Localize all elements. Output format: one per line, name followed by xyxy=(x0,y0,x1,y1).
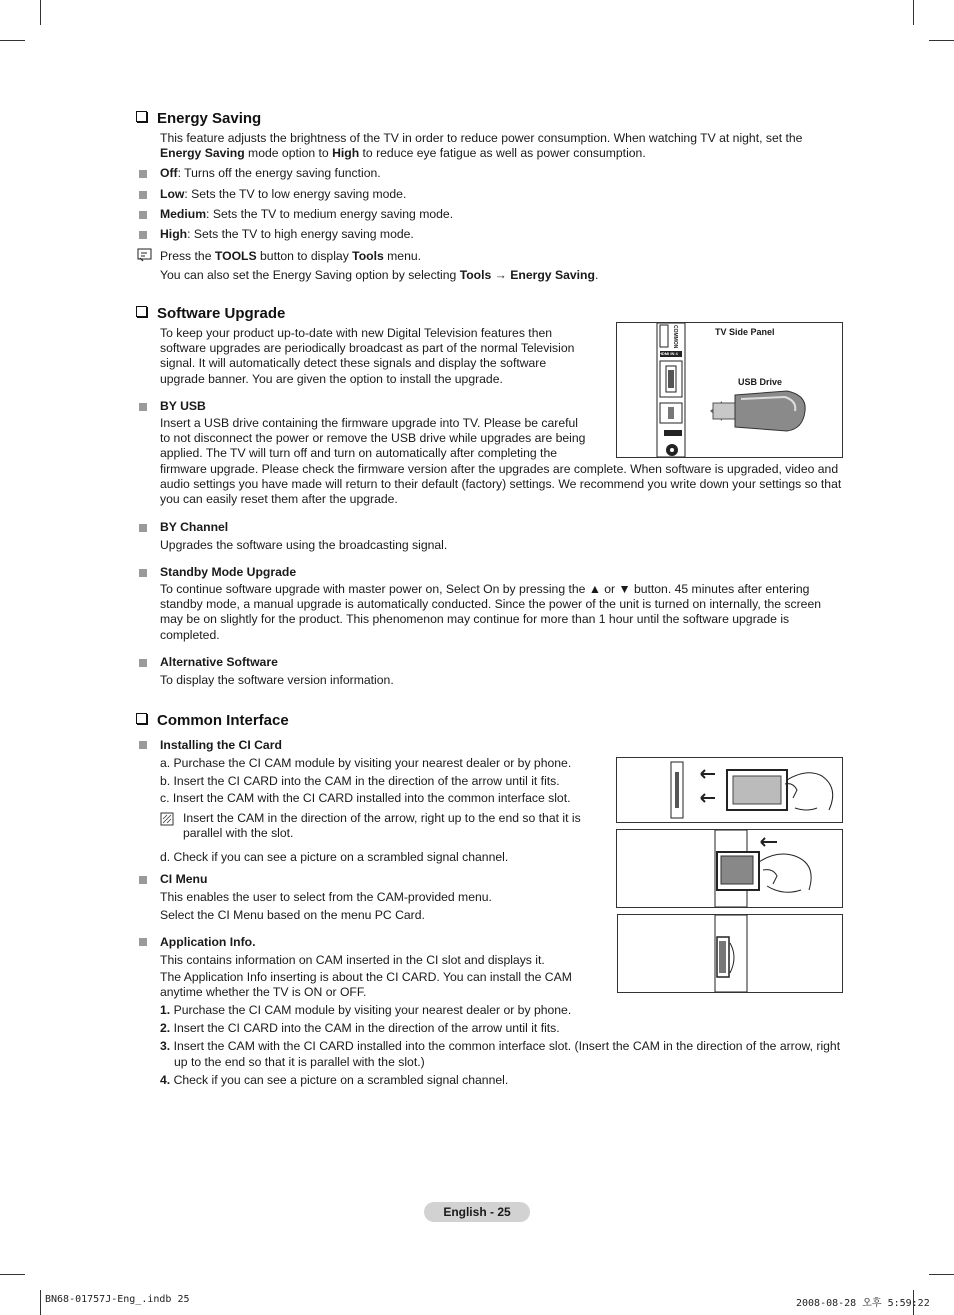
crop-mark xyxy=(929,1274,954,1275)
energy-item: Medium: Sets the TV to medium energy saving mode. xyxy=(160,207,454,221)
ci-figure-1 xyxy=(616,757,843,823)
note-icon xyxy=(160,812,174,826)
ci-install-note: Insert the CAM in the direction of the arrow, right up to the end so that it is parallel with the slot. xyxy=(183,811,581,841)
page-number-badge: English - 25 xyxy=(424,1202,530,1222)
checkbox-icon xyxy=(136,306,147,317)
ci-install-step-c: c. Insert the CAM with the CI CARD installed into the common interface slot. xyxy=(160,791,571,805)
crop-mark xyxy=(913,0,914,25)
alternative-software-text: To display the software version information. xyxy=(160,673,394,687)
software-intro: To keep your product up-to-date with new Digital Television features then software upgrades are periodically broadcast as part of the normal Television signal. It will automatically detect these signals and display the software upgrade banner. You are given the option to install the upgrade. xyxy=(160,326,575,386)
usb-drive-label: USB Drive xyxy=(738,377,783,387)
step: 2. Insert the CI CARD into the CAM in the direction of the arrow until it fits. xyxy=(160,1021,560,1036)
step: 1. Purchase the CI CAM module by visiting your nearest dealer or by phone. xyxy=(160,1003,572,1017)
section-title-software-upgrade: Software Upgrade xyxy=(136,305,285,322)
standby-text: To continue software upgrade with master power on, Select On by pressing the ▲ or ▼ button. 45 minutes after entering standby mode, a manual upgrade is automatically conducted. Since the power of the unit is turned on internally, the screen may be on slightly for the product. This phenomenon may continue for more than 1 hour until the software upgrade is completed. xyxy=(160,582,821,642)
application-info-text: This contains information on CAM inserted in the CI slot and displays it. The Application Info inserting is about the CI CARD. You can install the CAM anytime whether the TV is ON or OFF. xyxy=(160,953,572,1000)
bullet-icon xyxy=(139,524,147,532)
step: 4. Check if you can see a picture on a scrambled signal channel. xyxy=(160,1072,509,1087)
crop-mark xyxy=(0,1274,25,1275)
subsection-title-standby-mode-upgrade: Standby Mode Upgrade xyxy=(160,565,297,579)
bullet-icon xyxy=(139,659,147,667)
crop-mark xyxy=(40,1290,41,1315)
energy-item: Off: Turns off the energy saving function. xyxy=(160,166,381,180)
application-info-steps xyxy=(160,1003,850,1088)
checkbox-icon xyxy=(136,713,147,724)
bullet-icon xyxy=(139,191,147,199)
tools-note-2: You can also set the Energy Saving option by selecting Tools → Energy Saving. xyxy=(160,268,599,282)
ci-figure-3 xyxy=(617,914,843,993)
ci-install-step-d: d. Check if you can see a picture on a scrambled signal channel. xyxy=(160,850,509,864)
subsection-title-by-usb: BY USB xyxy=(160,399,206,413)
by-channel-text: Upgrades the software using the broadcasting signal. xyxy=(160,538,448,552)
subsection-title-installing-ci-card: Installing the CI Card xyxy=(160,738,282,752)
bullet-icon xyxy=(139,403,147,411)
cam-insert-illustration xyxy=(617,830,842,907)
cam-installed-illustration xyxy=(618,915,842,992)
footer-timestamp: 2008-08-28 오후 5:59:22 xyxy=(796,1298,930,1309)
bullet-icon xyxy=(139,741,147,749)
subsection-title-by-channel: BY Channel xyxy=(160,520,229,534)
by-usb-text: Insert a USB drive containing the firmware upgrade into TV. Please be careful to not disconnect the power or remove the USB drive while upgrades are being applied. The TV will turn off and turn on automatically after completing the firmware upgrade. Please check the firmware version after the upgrades are complete. When software is upgraded, video and audio settings you have made will return to their default (factory) settings. We recommend you write down your settings so that you can easily reset them after the upgrade. xyxy=(160,416,842,507)
footer-file-name: BN68-01757J-Eng_.indb 25 xyxy=(45,1294,190,1305)
section-title-energy-saving: Energy Saving xyxy=(136,110,261,127)
step-continuation: up to the end so that it is parallel with the slot.) xyxy=(174,1054,425,1069)
ci-install-step-a: a. Purchase the CI CAM module by visiting your nearest dealer or by phone. xyxy=(160,756,572,770)
hdmi-port-label: HDMI IN 4 xyxy=(659,351,678,356)
crop-mark xyxy=(929,40,954,41)
step: 3. Insert the CAM with the CI CARD installed into the common interface slot. (Insert the CAM in the direction of the arrow, right xyxy=(160,1039,841,1054)
bullet-icon xyxy=(139,231,147,239)
crop-mark xyxy=(40,0,41,25)
bullet-icon xyxy=(139,938,147,946)
tools-note-icon xyxy=(137,248,153,262)
subsection-title-alternative-software: Alternative Software xyxy=(160,655,278,669)
bullet-icon xyxy=(139,211,147,219)
checkbox-icon xyxy=(136,111,147,122)
tools-note: Press the TOOLS button to display Tools menu. xyxy=(160,249,422,263)
bullet-icon xyxy=(139,876,147,884)
subsection-title-application-info: Application Info. xyxy=(160,935,256,949)
bullet-icon xyxy=(139,170,147,178)
ci-install-step-b: b. Insert the CI CARD into the CAM in the direction of the arrow until it fits. xyxy=(160,774,560,788)
ci-card-insert-illustration xyxy=(617,758,842,822)
ci-menu-text: This enables the user to select from the CAM-provided menu. Select the CI Menu based on the menu PC Card. xyxy=(160,890,492,923)
ci-figure-2 xyxy=(616,829,843,908)
subsection-title-ci-menu: CI Menu xyxy=(160,872,208,886)
common-slot-label: COMMON xyxy=(672,325,678,349)
tv-side-panel-label: TV Side Panel xyxy=(715,327,775,337)
energy-item: Low: Sets the TV to low energy saving mode. xyxy=(160,187,407,201)
bullet-icon xyxy=(139,569,147,577)
energy-item: High: Sets the TV to high energy saving mode. xyxy=(160,227,414,241)
energy-intro: This feature adjusts the brightness of the TV in order to reduce power consumption. When watching TV at night, set the Energy Saving mode option to High to reduce eye fatigue as well as power consumption. xyxy=(160,131,803,161)
section-title-common-interface: Common Interface xyxy=(136,712,289,729)
crop-mark xyxy=(0,40,25,41)
